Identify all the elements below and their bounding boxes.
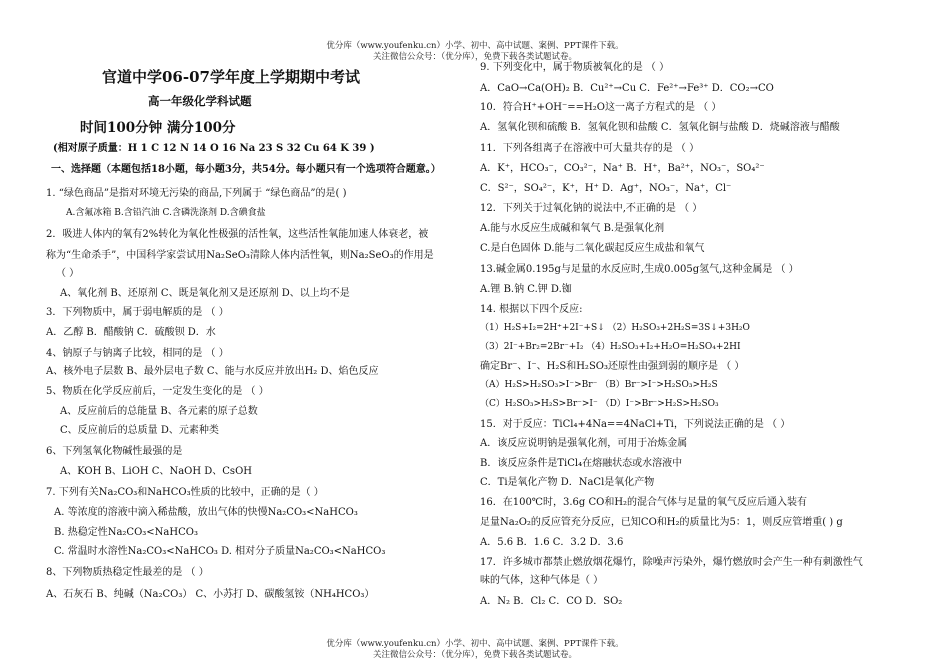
- left-line-1: 官道中学06-07学年度上学期期中考试: [102, 68, 360, 86]
- left-line-25: 8、下列物质热稳定性最差的是 （ ）: [46, 567, 209, 578]
- right-line-15: （3）2I⁻+Br₂=2Br⁻+I₂ （4）H₂SO₃+I₂+H₂O=H₂SO₄+2HI: [480, 342, 741, 352]
- page-header: [240, 41, 710, 63]
- left-line-12: 3．下列物质中，属于弱电解质的是 （ ）: [46, 307, 229, 318]
- page-footer: [240, 639, 710, 661]
- right-line-2: A．CaO→Ca(OH)₂ B．Cu²⁺→Cu C．Fe²⁺→Fe³⁺ D．CO₂→CO: [480, 83, 774, 94]
- left-line-19: 6、下列氢氧化物碱性最强的是: [46, 446, 183, 457]
- right-line-22: C．Ti是氧化产物 D．NaCl是氧化产物: [480, 477, 655, 488]
- right-line-3: 10．符合H⁺+OH⁻==H₂O这一离子方程式的是 （ ）: [480, 102, 722, 113]
- left-line-14: 4、钠原子与钠离子比较，相同的是 （ ）: [46, 348, 229, 359]
- right-line-25: A．5.6 B．1.6 C．3.2 D．3.6: [480, 537, 624, 548]
- left-line-24: C. 常温时水溶性Na₂CO₃<NaHCO₃ D. 相对分子质量Na₂CO₃<NaHCO₃: [54, 546, 386, 557]
- left-line-7: A.含氟冰箱 B.含铅汽油 C.含磷洗涤剂 D.含碘食盐: [66, 208, 266, 218]
- left-line-16: 5、物质在化学反应前后，一定发生变化的是 （ ）: [46, 386, 269, 397]
- footer-line-1: 优分库（www.youfenku.cn）小学、初中、高中试题、案例、PPT课件下载。: [326, 639, 624, 649]
- right-line-18: （C）H₂SO₃>H₂S>Br⁻>I⁻ （D）I⁻>Br⁻>H₂S>H₂SO₃: [480, 399, 719, 409]
- footer-line-2: 关注微信公众号：（优分库），免费下载各类试题试卷。: [372, 650, 577, 660]
- right-line-13: 14. 根据以下四个反应:: [480, 304, 583, 315]
- right-line-21: B．该反应条件是TiCl₄在熔融状态或水溶液中: [480, 458, 683, 469]
- right-line-5: 11．下列各组离子在溶液中可大量共存的是 （ ）: [480, 143, 700, 154]
- right-line-12: A.锂 B.钠 C.钾 D.铷: [480, 284, 572, 295]
- right-line-6: A．K⁺，HCO₃⁻，CO₃²⁻，Na⁺ B．H⁺，Ba²⁺，NO₃⁻，SO₄²⁻: [480, 163, 765, 174]
- left-line-6: 1. “绿色商品”是指对环境无污染的商品,下列属于 “绿色商品”的是( ): [46, 188, 347, 199]
- left-line-5: 一、选择题（本题包括18小题，每小题3分，共54分。每小题只有一个选项符合题意。）: [51, 164, 441, 175]
- left-line-18: C、反应前后的总质量 D、元素种类: [60, 425, 219, 436]
- left-line-2: 高一年级化学科试题: [148, 94, 252, 108]
- right-line-10: C.是白色固体 D.能与二氧化碳起反应生成盐和氧气: [480, 243, 705, 254]
- right-line-23: 16．在100℃时，3.6g CO和H₂的混合气体与足量的氧气反应后通入装有: [480, 497, 808, 508]
- left-line-23: B. 热稳定性Na₂CO₃<NaHCO₃: [54, 527, 198, 538]
- right-line-20: A．该反应说明钠是强氧化剂，可用于冶炼金属: [480, 438, 688, 449]
- header-line-2: 关注微信公众号：（优分库），免费下载各类试题试卷。: [372, 52, 577, 62]
- left-line-13: A．乙醇 B．醋酸钠 C．硫酸钡 D．水: [46, 327, 216, 338]
- right-line-16: 确定Br⁻、I⁻、H₂S和H₂SO₃还原性由强到弱的顺序是 （ ）: [480, 361, 745, 372]
- header-line-1: 优分库（www.youfenku.cn）小学、初中、高中试题、案例、PPT课件下载。: [326, 41, 624, 51]
- right-line-24: 足量Na₂O₂的反应管充分反应，已知CO和H₂的质量比为5：1，则反应管增重( ) g: [480, 517, 843, 528]
- left-line-15: A、核外电子层数 B、最外层电子数 C、能与水反应并放出H₂ D、焰色反应: [46, 366, 379, 377]
- left-line-20: A、KOH B、LiOH C、NaOH D、CsOH: [60, 466, 252, 477]
- left-line-9: 称为“生命杀手”，中国科学家尝试用Na₂SeO₃清除人体内活性氧，则Na₂SeO₃的作用是: [46, 250, 434, 261]
- left-line-22: A. 等浓度的溶液中滴入稀盐酸，放出气体的快慢Na₂CO₃<NaHCO₃: [54, 507, 358, 518]
- right-line-7: C．S²⁻，SO₄²⁻，K⁺，H⁺ D．Ag⁺，NO₃⁻，Na⁺，Cl⁻: [480, 183, 732, 194]
- right-line-14: （1）H₂S+I₂=2H⁺+2I⁻+S↓ （2）H₂SO₃+2H₂S=3S↓+3H₂O: [480, 323, 750, 333]
- right-line-4: A．氢氧化钡和硫酸 B．氢氧化钡和盐酸 C．氢氧化铜与盐酸 D．烧碱溶液与醋酸: [480, 122, 840, 133]
- right-line-27: 味的气体，这种气体是（ ）: [480, 575, 604, 586]
- right-line-26: 17．许多城市都禁止燃放烟花爆竹，除噪声污染外，爆竹燃放时会产生一种有刺激性气: [480, 557, 863, 568]
- right-line-9: A.能与水反应生成碱和氧气 B.是强氧化剂: [480, 223, 665, 234]
- left-line-3: 时间100分钟 满分100分: [80, 120, 236, 136]
- right-line-8: 12．下列关于过氧化钠的说法中,不正确的是 （ ）: [480, 203, 703, 214]
- right-line-11: 13.碱金属0.195g与足量的水反应时,生成0.005g氢气,这种金属是 （ ）: [480, 264, 799, 275]
- left-line-10: （ ）: [56, 268, 80, 279]
- right-line-17: （A）H₂S>H₂SO₃>I⁻>Br⁻ （B）Br⁻>I⁻>H₂SO₃>H₂S: [480, 380, 718, 390]
- right-line-28: A．N₂ B．Cl₂ C．CO D．SO₂: [480, 596, 623, 607]
- left-line-21: 7. 下列有关Na₂CO₃和NaHCO₃性质的比较中，正确的是（ ）: [46, 487, 324, 498]
- right-line-1: 9. 下列变化中，属于物质被氧化的是 （ ）: [480, 62, 670, 73]
- left-line-11: A、氧化剂 B、还原剂 C、既是氧化剂又是还原剂 D、以上均不是: [60, 288, 350, 299]
- left-line-26: A、石灰石 B、纯碱（Na₂CO₃） C、小苏打 D、碳酸氢铵（NH₄HCO₃）: [46, 589, 375, 600]
- left-line-8: 2．吸进人体内的氧有2%转化为氧化性极强的活性氧，这些活性氧能加速人体衰老，被: [46, 229, 429, 240]
- right-line-19: 15．对于反应：TiCl₄+4Na==4NaCl+Ti，下列说法正确的是 （ ）: [480, 419, 791, 430]
- left-line-4: (相对原子质量：H 1 C 12 N 14 O 16 Na 23 S 32 Cu 64 K 39 ): [53, 143, 375, 154]
- left-line-17: A、反应前后的总能量 B、各元素的原子总数: [60, 406, 258, 417]
